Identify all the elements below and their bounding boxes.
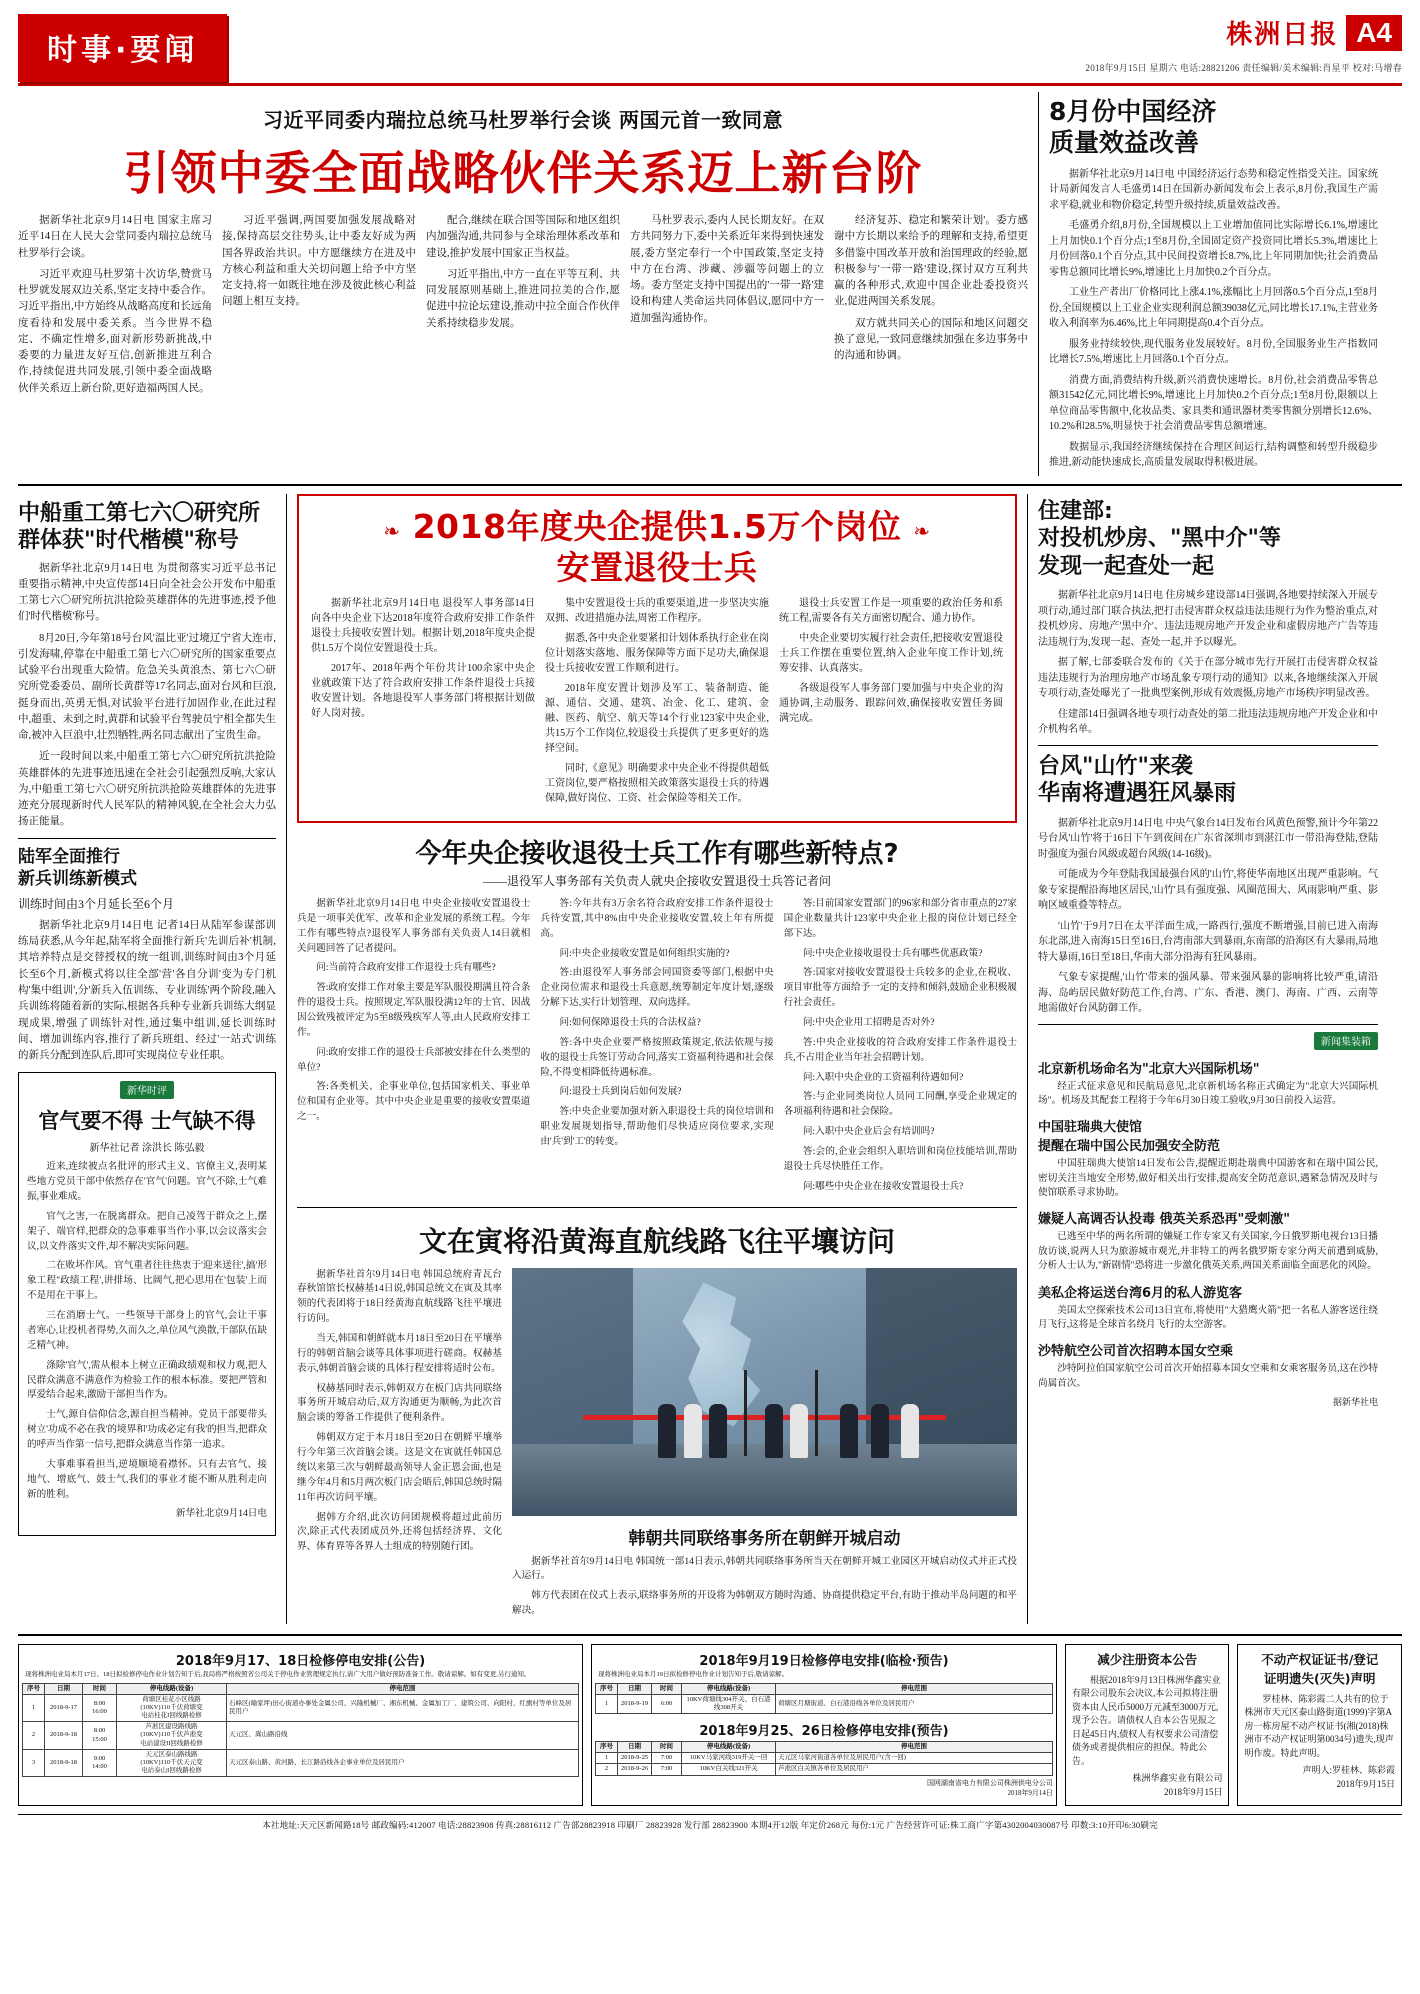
right-column-top <box>1038 92 1378 476</box>
masthead-meta: 2018年9月15日 星期六 电话:28821206 责任编辑/美术编辑:肖星平 校对:马增春 <box>1085 63 1402 73</box>
korea-headline: 文在寅将沿黄海直航线路飞往平壤访问 <box>418 1224 895 1258</box>
paper-name: 株洲日报 <box>1226 20 1339 50</box>
notice-table-19 <box>595 1683 1053 1714</box>
col-header: 停电范围 <box>227 1683 579 1694</box>
paragraph: 据了解,七部委联合发布的《关于在部分城市先行开展打击侵害群众权益违法违规行为治理房地产市场乱象专项行动的通知》以来,各地继续深入开展专项行动,查处曝光了一批典型案例,形成有效震慑,房地产市场秩序明显改善。 <box>1038 657 1378 699</box>
paragraph: 三在消磨士气。一些领导干部身上的官气,会让干事者寒心,让投机者得势,久而久之,单位风气涣散,干部队伍缺乏精气神。 <box>27 1310 267 1351</box>
col-header: 日期 <box>618 1683 652 1694</box>
paragraph: 问:哪些中央企业在接收安置退役士兵? <box>802 1180 964 1192</box>
paragraph: 住建部14日强调各地专项行动查处的第二批违法违规房地产开发企业和中介机构名单。 <box>1038 708 1378 735</box>
newsbox-item-title: 美私企将运送台湾6月的私人游览客 <box>1038 1285 1243 1301</box>
paragraph: 答:政府安排工作对象主要是军队服役期满且符合条件的退役士兵。按照规定,军队服役满12年的士官、因战因公致残被评定为5至8级残疾军人等,由人民政府安排工作。 <box>297 982 531 1038</box>
col-header: 时间 <box>652 1742 682 1753</box>
paragraph: 问:政府安排工作的退役士兵部被安排在什么类型的单位? <box>297 1046 531 1073</box>
cell: 3 <box>23 1749 45 1776</box>
typhoon-body <box>1038 816 1378 1017</box>
center-column <box>286 494 1028 1625</box>
commentary-tag-wrap <box>27 1081 267 1099</box>
paragraph: 二在败坏作风。官气重者往往热衷于'迎来送往',搞'形象工程''政绩工程',讲排场、比阔气,把心思用在'包装'上而不是用在干事上。 <box>27 1260 267 1302</box>
notice-title-1718: 2018年9月17、18日检修停电安排(公告) <box>175 1654 426 1670</box>
cell: 天元区泰山路、黄河路、长江路沿线各企事业单位及居民用户 <box>227 1749 579 1776</box>
feature-headline-text-1: 2018年度央企提供1.5万个岗位 <box>412 506 902 546</box>
cell: 2 <box>23 1722 45 1749</box>
story-cssc-body <box>18 561 276 831</box>
newsbox-badge: 新闻集装箱 <box>1314 1032 1378 1050</box>
table-row <box>596 1753 1053 1764</box>
paragraph: 近来,连续被点名批评的形式主义、官僚主义,表明某些地方党员干部中依然存在'官气'问题。官气不除,士气难振,事业难成。 <box>27 1161 267 1203</box>
col-header: 日期 <box>45 1683 83 1694</box>
col-header: 序号 <box>596 1742 618 1753</box>
qa-col-3 <box>784 897 1017 1200</box>
paragraph: 习近平指出,中方一直在平等互利、共同发展原则基础上,推进同拉美的合作,愿促进中拉论坛建设,推动中拉全面合作伙伴关系持续稳步发展。 <box>426 268 620 329</box>
cell: 10KV荷塘线304开关、白石港线308开关 <box>682 1694 776 1713</box>
feature-headline-2: 安置退役士兵 <box>556 547 758 587</box>
paragraph: 问:入职中央企业后会有培训吗? <box>802 1126 935 1138</box>
paragraph: 经正式征求意见和民航局意见,北京新机场名称正式确定为"北京大兴国际机场"。机场及其配套工程将于今年6月30日竣工验收,9月30日前投入运营。 <box>1038 1080 1378 1106</box>
lead-main-headline: 引领中委全面战略伙伴关系迈上新台阶 <box>123 146 923 200</box>
newsbox-item-title: 北京新机场命名为"北京大兴国际机场" <box>1038 1061 1260 1077</box>
announcement-2 <box>1237 1644 1402 1806</box>
feature-col-3 <box>779 596 1003 811</box>
paragraph: 答:会的,企业会组织入职培训和岗位技能培训,帮助退役士兵尽快胜任工作。 <box>783 1146 1017 1172</box>
divider <box>297 1207 1017 1208</box>
korea-body-col <box>297 1268 502 1624</box>
newsbox-item-body <box>1038 1080 1378 1109</box>
cell: 9:00 14:00 <box>83 1749 117 1776</box>
paragraph: 答:国家对接收安置退役士兵较多的企业,在税收、项目审批等方面给予一定的支持和倾斜,鼓励企业积极履行社会责任。 <box>783 967 1017 1009</box>
page-number: A4 <box>1346 15 1402 51</box>
feature-col-2 <box>545 596 769 811</box>
economy-headline: 8月份中国经济 质量效益改善 <box>1049 97 1217 158</box>
cell: 荷塘区桂花小区线路 (10KV)110千伏荷塘变 电站桂花I回线路检修 <box>117 1694 227 1721</box>
notice-block-19-25 <box>591 1644 1057 1806</box>
cell: 2018-9-18 <box>45 1722 83 1749</box>
paragraph: 问:当前符合政府安排工作退役士兵有哪些? <box>316 962 496 974</box>
notice-table-2526 <box>595 1741 1053 1775</box>
cell: 1 <box>596 1753 618 1764</box>
section-flag: 时事·要闻 <box>18 14 227 82</box>
col-header: 序号 <box>23 1683 45 1694</box>
col-header: 停电线路(设备) <box>682 1742 776 1753</box>
paragraph: 习近平欢迎马杜罗第十次访华,赞赏马杜罗就发展双边关系,坚定支持中委合作。习近平指出,中方始终从战略高度和长远角度看待和发展中委关系。当今世界不稳定、不确定性增多,面对新形势新挑战,中委要的力量进友好互信,创新推进互利合作,持续促进共同发展,引领中委全面战略伙伴关系迈上新台阶,更好造福两国人民。 <box>18 268 212 394</box>
newsbox-item-body <box>1038 1230 1378 1273</box>
paragraph: 答:中央企业接收的符合政府安排工作条件退役士兵,不占用企业当年社会招聘计划。 <box>783 1036 1017 1063</box>
paragraph: 罗桂林、陈彩霞二人共有的位于株洲市天元区泰山路街道(1999)字第A房一栋房屋不动产权证书(湘(2018)株洲市不动产权证明第0034号)遗失,现声明作废。特此声明。 <box>1244 1693 1394 1758</box>
lead-shoulder-headline: 习近平同委内瑞拉总统马杜罗举行会谈 两国元首一致同意 <box>263 108 783 132</box>
middle-area <box>18 494 1402 1625</box>
ornament-left-icon: ❧ <box>383 518 401 543</box>
paragraph: 可能成为今年登陆我国最强台风的'山竹',将使华南地区出现严重影响。气象专家提醒沿海地区居民,'山竹'具有强度强、风圈范围大、风雨影响严重、影响区域重叠等特点。 <box>1038 869 1378 911</box>
commentary-byline: 新华社记者 涂洪长 陈弘毅 <box>89 1143 205 1155</box>
paragraph: 据新华社首尔9月14日电 韩国总统府青瓦台春秋馆馆长权赫基14日说,韩国总统文在寅及其率领的代表团将于18日经黄海直航线路飞往平壤进行访问。 <box>297 1268 502 1325</box>
cell: 1 <box>23 1694 45 1721</box>
paragraph: 权赫基同时表示,韩朝双方在板门店共同联络事务所开城启动后,双方沟通更为顺畅,为此次首脑会谈的筹备工作提供了便利条件。 <box>297 1382 502 1424</box>
col-header: 停电范围 <box>776 1683 1053 1694</box>
table-row <box>23 1694 579 1721</box>
paragraph: 韩方代表团在仪式上表示,联络事务所的开设将为韩朝双方随时沟通、协商提供稳定平台,有助于推动半岛问题的和平解决。 <box>512 1590 1017 1617</box>
paragraph: 答:中央企业要加强对新入职退役士兵的岗位培训和职业发展规划指导,帮助他们尽快适应岗位要求,实现由'兵'到'工'的转变。 <box>540 1106 774 1148</box>
paragraph: 当天,韩国和朝鲜就本月18日至20日在平壤举行的韩朝首脑会谈等具体事项进行磋商。权赫基表示,韩朝首脑会谈的具体行程安排将适时公布。 <box>297 1333 502 1374</box>
paragraph: 问:中央企业用工招聘是否对外? <box>802 1017 935 1029</box>
korea-photo-wrap <box>512 1268 1017 1624</box>
qa-col-1 <box>297 897 530 1200</box>
korea-story-area <box>297 1268 1017 1624</box>
paragraph: 据新华社北京9月14日电 国家主席习近平14日在人民大会堂同委内瑞拉总统马杜罗举行会谈。 <box>18 215 212 259</box>
cell: 8:00 16:00 <box>83 1694 117 1721</box>
feature-headline-1 <box>311 506 1003 547</box>
paragraph: 答:各类机关、企事业单位,包括国家机关、事业单位和国有企业等。其中中央企业是重要的接收安置渠道之一。 <box>297 1081 531 1123</box>
lead-col-4 <box>630 213 824 402</box>
commentary-dateline: 新华社北京9月14日电 <box>175 1508 267 1520</box>
announce-box-property <box>1237 1644 1402 1806</box>
paragraph: 沙特阿拉伯国家航空公司首次开始招募本国女空乘和女乘客服务员,这在沙特尚属首次。 <box>1038 1363 1378 1389</box>
cell: 芦淞区白关镇各单位及居民用户 <box>776 1764 1053 1775</box>
newsbox-item-body <box>1038 1304 1378 1333</box>
paragraph: 据新华社北京9月14日电 中央企业接收安置退役士兵是一项事关优军、改革和企业发展的系统工程。今年工作有哪些特点?退役军人事务部有关负责人14日就相关问题回答了记者提问。 <box>297 898 531 954</box>
paragraph: 韩朝双方定于本月18日至20日在朝鲜平壤举行今年第三次首脑会谈。这是文在寅就任韩国总统以来第三次与朝鲜最高领导人金正恩会面,也是继今年4月和5月两次板门店会晤后,韩国总统时隔11年再次访问平壤。 <box>297 1432 502 1503</box>
paragraph: 士气,源自信仰信念,源自担当精神。党员干部要带头树立'功成不必在我'的境界和'功成必定有我'的担当,把群众的呼声当作第一信号,把群众满意当作第一追求。 <box>27 1409 267 1450</box>
paragraph: 据新华社首尔9月14日电 韩国统一部14日表示,韩朝共同联络事务所当天在朝鲜开城工业园区开城启动仪式并正式投入运行。 <box>512 1555 1017 1582</box>
newsbox-item <box>1038 1340 1378 1391</box>
paragraph: 气象专家提醒,'山竹'带来的强风暴、带来强风暴的影响将比较严重,请沿海、岛屿居民做好防范工作,台湾、广东、香港、澳门、海南、广西、云南等地需做好台风防御工作。 <box>1038 972 1378 1014</box>
typhoon-headline: 台风"山竹"来袭 华南将遭遇狂风暴雨 <box>1038 753 1237 806</box>
qa-col-2 <box>540 897 773 1200</box>
table-row <box>596 1764 1053 1775</box>
masthead <box>18 14 1402 86</box>
paragraph: 配合,继续在联合国等国际和地区组织内加强沟通,共同参与全球治理体系改革和建设,推护发展中国家正当权益。 <box>426 215 620 259</box>
cell: 1 <box>596 1694 618 1713</box>
col-header: 停电线路(设备) <box>117 1683 227 1694</box>
paragraph: 答:由退役军人事务部会同国资委等部门,根据中央企业岗位需求和退役士兵意愿,统筹制定年度计划,逐级分解下达,实行计划管理、双向选择。 <box>540 967 774 1009</box>
left-column <box>18 494 276 1625</box>
paragraph: 各级退役军人事务部门要加强与中央企业的沟通协调,主动服务、跟踪问效,确保接收安置任务圆满完成。 <box>779 683 1003 724</box>
feature-col-1 <box>311 596 535 811</box>
paragraph: 据悉,各中央企业要紧扣计划体系执行企业在岗位计划落实落地、服务保障等方面下足功夫,确保退役士兵接收安置工作顺利进行。 <box>545 633 769 674</box>
newsbox-item <box>1038 1282 1378 1333</box>
newsbox-item <box>1038 1058 1378 1109</box>
top-area <box>18 92 1402 476</box>
paragraph: 据新华社北京9月14日电 住房城乡建设部14日强调,各地要持续深入开展专项行动,通过部门联合执法,把打击侵害群众权益违法违规行为作为整治重点,对投机炒房、房地产'黑中介'、违法违规房地产开发企业和虚假房地产广告等违法违规行为,发现一起、查处一起,并予以曝光。 <box>1038 590 1378 648</box>
paragraph: 问:如何保障退役士兵的合法权益? <box>559 1017 701 1029</box>
notice-note-1718: 现将株洲电业局本月17日、18日拟检修停电作业计划告知于后,我局将严格按照省公司关于停电作业管理规定执行,请广大用户做好预防准备工作。敬请谅解。如有变更,另行通知。 <box>25 1671 531 1679</box>
story-army-subtitle: 训练时间由3个月延长至6个月 <box>18 896 175 911</box>
paragraph: 马杜罗表示,委内人民长期友好。在双方共同努力下,委中关系近年来得到快速发展,委方坚定奉行一个中国政策,坚定支持中方在台湾、涉藏、涉疆等问题上的立场。委方坚定支持中国提出的'一带一路'建设和构建人类命运共同体倡议,愿同中方一道加强沟通协作。 <box>630 215 824 324</box>
cell: 7:00 <box>652 1753 682 1764</box>
cell: 2 <box>596 1764 618 1775</box>
paragraph: 8月20日,今年第18号台风'温比亚'过境辽宁省大连市,引发海啸,停靠在中船重工第七六〇研究所的国家重要点试验平台出现重大险情。危急关头黄浪杰、第七六〇研究所党委委员、副所长黄群等17名同志,面对台风和巨浪,挺身而出,英勇无惧,对试验平台进行加固作业,在此过程中,超重、未到之时,黄群和试验平台驾驶员宁相全都失生命,被冲入巨浪中,壮烈牺牲,两名同志献出了宝贵生命。 <box>18 632 276 742</box>
bottom-notices <box>18 1634 1402 1831</box>
newsbox-source: 据新华社电 <box>1332 1397 1378 1408</box>
paragraph: 问:中央企业接收退役士兵有哪些优惠政策? <box>802 947 983 959</box>
notice-title-2526: 2018年9月25、26日检修停电安排(预告) <box>699 1724 949 1740</box>
notice-block-1718 <box>18 1644 583 1806</box>
housing-body <box>1038 588 1378 738</box>
newsbox-item <box>1038 1208 1378 1273</box>
korea-photo-caption: 韩朝共同联络事务所在朝鲜开城启动 <box>628 1528 901 1549</box>
paragraph: 据新华社北京9月14日电 记者14日从陆军参谋部训练局获悉,从今年起,陆军将全面推行新兵'先训后补'机制,其培养特点是交替授权的统一组训,训练时间由3个月延长至6个月,新模式将以往全部'营'各自分训'变为专门机构'集中组训',分'新兵入伍训练、专业训练'两个阶段,融入兵训练将随着新的实际,根据各兵种专业新兵训练大纲显现成果,增强了训练针对性,通过集中组训,延长训练时间、增加训练内容,推行了新兵班组、经过'一站式'训练的新兵分配到连队后,即可实现岗位专业任职。 <box>18 919 276 1062</box>
paragraph: 问:入职中央企业的工资福利待遇如何? <box>802 1071 964 1083</box>
korea-photo <box>512 1268 1017 1516</box>
cell: 荷塘区月塘街道、白石港沿线各单位及居民用户 <box>776 1694 1053 1713</box>
cell: 7:00 <box>652 1764 682 1775</box>
paragraph: 问:退役士兵到岗后如何发展? <box>559 1086 682 1098</box>
paragraph: 2017年、2018年两个年份共计100余家中央企业就政策下达了符合政府安排工作条件退役士兵接收安置计划。各地退役军人事务部门将根据计划做好人岗对接。 <box>311 663 535 719</box>
cell: 芦淞区建设路线路 (10KV)110千伏芦淞变 电站建设II回线路检修 <box>117 1722 227 1749</box>
paragraph: 答:目前国家安置部门的96家和部分省市重点的27家国企业数量共计123家中央企业上报的岗位计划已经全部下达。 <box>783 898 1017 939</box>
paragraph: '山竹'于9月7日在太平洋面生成,一路西行,强度不断增强,目前已进入南海东北部,进入南海15日至16日,台湾南部大到暴雨,东南部的沿海区有大暴雨,局地特大暴雨,16日至18日,华南大部分沿海有狂风暴雨。 <box>1038 920 1378 963</box>
cell: 天元区、嵩山路沿线 <box>227 1722 579 1749</box>
paragraph: 据新华社北京9月14日电 为贯彻落实习近平总书记重要指示精神,中央宣传部14日向全社会公开发布中船重工第七六〇研究所抗洪抢险英雄群体的先进事迹,授予他们'时代楷模'称号。 <box>18 562 276 623</box>
feature-box <box>297 494 1017 824</box>
colophon: 本社地址:天元区新闻路18号 邮政编码:412007 电话:28823908 传真:28816112 广告部28823918 印刷厂 28823928 发行部 28823900 本期4开12版 年定价268元 每份:1元 广告经营许可证:株工商广字第4302004030087号 印数:3:10开印6:30刷完 <box>18 1814 1402 1831</box>
paragraph: 服务业持续较快,现代服务业发展较好。8月份,全国服务业生产指数同比增长7.5%,增速比上月回落0.1个百分点。 <box>1049 338 1378 365</box>
paragraph: 美国太空探索技术公司13日宣布,将使用"大猎鹰火箭"把一名私人游客送往绕月飞行,这将是全球首名绕月飞行的太空游客。 <box>1038 1304 1378 1331</box>
table-row <box>23 1749 579 1776</box>
korea-photo-caption-body <box>512 1555 1017 1619</box>
table-row <box>596 1694 1053 1713</box>
qa-headline: 今年央企接收退役士兵工作有哪些新特点? <box>415 839 899 869</box>
paragraph: 同时,《意见》明确要求中央企业不得提供超低工资岗位,要严格按照相关政策落实退役士兵的待遇保障,做好岗位、工资、社会保险等相关工作。 <box>545 763 769 804</box>
divider <box>18 838 276 839</box>
announce-signature: 声明人:罗桂林、陈彩霞 2018年9月15日 <box>1302 1765 1395 1789</box>
feature-body <box>311 596 1003 811</box>
notice-table-1718 <box>22 1683 579 1777</box>
paragraph: 官气之害,一在脱离群众。把自己凌驾于群众之上,摆架子、端官样,把群众的急事难事当作小事,以会议落实会议,以文件落实文件,却不解决实际问题。 <box>27 1210 267 1252</box>
qa-subheadline: ——退役军人事务部有关负责人就央企接收安置退役士兵答记者问 <box>482 874 831 888</box>
paragraph: 毛盛勇介绍,8月份,全国规模以上工业增加值同比实际增长6.1%,增速比上月加快0.1个百分点;1至8月份,全国固定资产投资同比增长5.3%,增速比上月份回落0.1个百分点,其中民间投资增长8.7%,比上年同期加快;社会消费品零售总额同比增长9%,增速比上月加快0.2个百分点。 <box>1049 220 1378 278</box>
paragraph: 习近平强调,两国要加强发展战略对接,保持高层交往势头,让中委友好成为两国各界政治共识。中方愿继续方在进及中方核心利益和重大关切问题上给予中方坚定支持,将一如既往地在涉及彼此核心利益问题上相互支持。 <box>222 215 416 308</box>
lead-story <box>18 92 1028 476</box>
paragraph: 工业生产者出厂价格同比上涨4.1%,涨幅比上月回落0.5个百分点,1至8月份,全国规模以上工业企业实现利润总额39038亿元,同比增长17.1%,主营业务收入利润率为6.46%,比上年同期提高0.4个百分点。 <box>1049 287 1378 329</box>
announcement-1 <box>1065 1644 1230 1806</box>
paragraph: 中央企业要切实履行社会责任,把接收安置退役士兵工作摆在重要位置,纳入企业年度工作计划,统筹安排、认真落实。 <box>779 633 1003 674</box>
paragraph: 近一段时间以来,中船重工第七六〇研究所抗洪抢险英雄群体的先进事迹迅速在全社会引起强烈反响,大家认为,中船重工第七六〇研究所抗洪抢险英雄群体的先进事迹充分展现新时代人民军队的精神风貌,在全社会大力弘扬正能量。 <box>18 751 276 828</box>
paragraph: 据新华社北京9月14日电 中国经济运行态势和稳定性指受关注。国家统计局新闻发言人毛盛勇14日在国新办新闻发布会上表示,8月份,我国生产需求平稳,就业和物价稳定,转型升级持续,质量效益改善。 <box>1049 168 1378 211</box>
housing-headline: 住建部: 对投机炒房、"黑中介"等 发现一起查处一起 <box>1038 498 1281 579</box>
cell: 10KV白关线321开关 <box>682 1764 776 1775</box>
paragraph: 消费方面,消费结构升级,新兴消费快速增长。8月份,社会消费品零售总额31542亿元,同比增长9%,增速比上月加快0.2个百分点;1至8月份,限额以上单位商品零售额中,化妆品类、家具类和通讯器材类零售额分别增长12.6%、10.2%和28.5%,明显快于社会消费品零售总额增速。 <box>1049 374 1378 432</box>
announce-box-capital <box>1065 1644 1230 1806</box>
divider <box>1038 745 1378 746</box>
ornament-right-icon: ❧ <box>913 518 931 543</box>
newsbox-header <box>1038 1032 1378 1050</box>
newsbox-item-body <box>1038 1362 1378 1391</box>
notice-grid <box>18 1644 1402 1806</box>
lead-col-1 <box>18 213 212 402</box>
notice-title-19: 2018年9月19日检修停电安排(临检·预告) <box>699 1654 949 1670</box>
cell: 2018-9-19 <box>618 1694 652 1713</box>
newsbox-item-title: 嫌疑人高调否认投毒 俄英关系恐再"受刺激" <box>1038 1212 1291 1228</box>
paragraph: 答:与企业同类岗位人员同工同酬,享受企业规定的各项福利待遇和社会保险。 <box>783 1091 1017 1118</box>
announce-title: 不动产权证证书/登记 证明遗失(灭失)声明 <box>1261 1652 1379 1686</box>
paragraph: 答:各中央企业要严格按照政策规定,依法依规与接收的退役士兵签订劳动合同,落实工资福利待遇和社会保险,不得变相降低待遇标准。 <box>540 1036 774 1078</box>
paragraph: 据新华社北京9月14日电 退役军人事务部14日向各中央企业下达2018年度符合政府安排工作条件退役士兵接收安置计划。根据计划,2018年度央企提供1.5万个岗位安置退役士兵。 <box>311 598 535 654</box>
xinhua-commentary-badge: 新华时评 <box>120 1081 174 1099</box>
col-header: 日期 <box>618 1742 652 1753</box>
col-header: 停电范围 <box>776 1742 1053 1753</box>
cell: 天元区泰山路线路 (10KV)110千伏天元变 电站泰山I回线路检修 <box>117 1749 227 1776</box>
economy-body <box>1049 167 1378 471</box>
paragraph: 问:中央企业接收安置是如何组织实施的? <box>559 947 730 959</box>
paragraph: 双方就共同关心的国际和地区问题交换了意见,一致同意继续加强在多边事务中的沟通和协调。 <box>834 317 1028 362</box>
paragraph: 2018年度安置计划涉及军工、装备制造、能源、通信、交通、建筑、冶金、化工、建筑、金融、医药、航空、航天等14个行业123家中央企业,共15万个工作岗位,较退役士兵提供了更多更好的选择空间。 <box>545 683 769 754</box>
paragraph: 涤除'官气',需从根本上树立正确政绩观和权力观,把人民群众满意不满意作为检验工作的根本标准。要把严管和厚爱结合起来,激励干部担当作为。 <box>27 1359 267 1401</box>
cell: 8:00 15:00 <box>83 1722 117 1749</box>
qa-body <box>297 897 1017 1200</box>
divider <box>1038 1024 1378 1025</box>
story-army-headline: 陆军全面推行 新兵训练新模式 <box>18 846 137 889</box>
cell: 石峰区(喻家坪)田心街道办事处金属公司、兴隆机械厂、湘东机械、金属加工厂、建筑公司、向阳村、红旗村等单位及居民用户 <box>227 1694 579 1721</box>
paragraph: 数据显示,我国经济继续保持在合理区间运行,结构调整和转型升级稳步推进,新动能快速成长,高质量发展取得积极进展。 <box>1049 441 1378 468</box>
paragraph: 答:今年共有3万余名符合政府安排工作条件退役士兵待安置,其中8%由中央企业接收安置,较上年有所提高。 <box>540 898 774 939</box>
announce-title: 减少注册资本公告 <box>1097 1652 1198 1668</box>
paragraph: 经济复苏、稳定和繁荣计划'。委方感谢中方长期以来给予的理解和支持,希望更多借鉴中国改革开放和治国理政的经验,愿积极参与'一带一路'建设,探讨双方互利共赢的各种形式,欢迎中国企业赴委投资兴业,促进两国关系发展。 <box>834 215 1028 308</box>
col-header: 序号 <box>596 1683 618 1694</box>
lead-col-3 <box>426 213 620 402</box>
commentary-title: 官气要不得 士气缺不得 <box>38 1109 256 1134</box>
cell: 2018-9-26 <box>618 1764 652 1775</box>
cell: 2018-9-18 <box>45 1749 83 1776</box>
right-column-lower <box>1038 494 1378 1625</box>
col-header: 时间 <box>652 1683 682 1694</box>
paragraph: 据新华社北京9月14日电 中央气象台14日发布台风黄色预警,预计今年第22号台风'山竹'将于16日下午到夜间在广东省深圳市到湛江市一带沿海登陆,登陆时强度为强台风级或超台风级(14-16级)。 <box>1038 817 1378 860</box>
newsbox-item-title: 中国驻瑞典大使馆 提醒在瑞中国公民加强安全防范 <box>1038 1120 1221 1155</box>
paragraph: 根据2018年9月13日株洲华鑫实业有限公司股东会决议,本公司拟将注册资本由人民币5000万元减至3000万元,现予公告。请债权人自本公告见报之日起45日内,债权人有权要求公司清偿债务或者提供相应的担保。特此公告。 <box>1071 1674 1221 1766</box>
cell: 10KV马家河线319开关一回 <box>682 1753 776 1764</box>
lead-col-5 <box>834 213 1028 402</box>
cell: 2018-9-17 <box>45 1694 83 1721</box>
paragraph: 大事难事看担当,逆境顺境看襟怀。只有去官气、接地气、增底气、鼓士气,我们的事业才能不断从胜利走向新的胜利。 <box>27 1458 267 1500</box>
newsbox-item-title: 沙特航空公司首次招聘本国女空乘 <box>1038 1344 1234 1360</box>
paragraph: 中国驻瑞典大使馆14日发布公告,提醒近期赴瑞典中国游客和在瑞中国公民,密切关注当地安全形势,做好相关出行安排,提高安全防范意识,遇紧急情况及时与使馆联系寻求协助。 <box>1038 1158 1378 1199</box>
col-header: 时间 <box>83 1683 117 1694</box>
masthead-right <box>1085 14 1402 74</box>
paragraph: 退役士兵安置工作是一项重要的政治任务和系统工程,需要各有关方面密切配合、通力协作。 <box>779 598 1003 624</box>
lead-body <box>18 213 1028 402</box>
paragraph: 集中安置退役士兵的重要渠道,进一步坚决实施双拥、改进措施办法,周密工作程序。 <box>545 598 769 624</box>
newsbox-item <box>1038 1116 1378 1200</box>
paragraph: 已逃至中华的两名所谓的嫌疑工作专家又有关国家,今日俄罗斯电视台13日播放访谈,说两人只为旅游城市观光,并非特工的两名俄罗斯专家分两天前遭到威胁,分析人士认为,"新剧情"恐将进一步激化俄英关系,两国关系面临全面恶化的风险。 <box>1038 1231 1378 1272</box>
story-cssc-headline: 中船重工第七六〇研究所 群体获"时代楷模"称号 <box>18 500 261 553</box>
story-army-body <box>18 918 276 1064</box>
cell: 6:00 <box>652 1694 682 1713</box>
notice-footer: 国网湖南省电力有限公司株洲供电分公司 2018年9月14日 <box>926 1778 1053 1797</box>
newsbox-item-body <box>1038 1157 1378 1200</box>
announce-signature: 株洲华鑫实业有限公司 2018年9月15日 <box>1132 1773 1223 1797</box>
commentary-body <box>27 1160 267 1522</box>
cell: 天元区马家河街道各单位及居民用户(含一回) <box>776 1753 1053 1764</box>
paragraph: 据韩方介绍,此次访问团规模将超过此前历次,除正式代表团成员外,还将包括经济界、文化界、体育界等各界人士组成的特别随行团。 <box>297 1511 502 1553</box>
col-header: 停电线路(设备) <box>682 1683 776 1694</box>
cell: 2018-9-25 <box>618 1753 652 1764</box>
lead-col-2 <box>222 213 416 402</box>
commentary-box <box>18 1072 276 1536</box>
notice-note-19: 现将株洲电业局本月19日拟检修停电作业计划告知于后,敬请谅解。 <box>598 1671 789 1679</box>
table-row <box>23 1722 579 1749</box>
divider <box>18 484 1402 486</box>
